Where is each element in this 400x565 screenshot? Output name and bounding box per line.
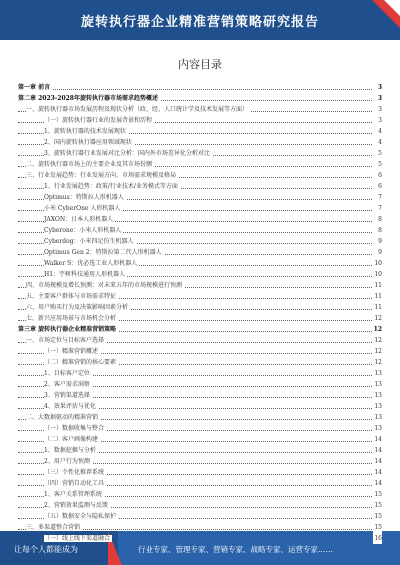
- toc-page-number: 7: [373, 203, 382, 214]
- toc-entry-text: 3、旋转执行器行业发展对比分析：国内外市场差异化分析对比: [44, 150, 210, 157]
- toc-entry-text: （一）数据收集与整合: [44, 425, 105, 432]
- toc-entry-text: 四、市场规模及增长预测：对未来五年的市场规模进行预测: [26, 282, 183, 289]
- toc-page-number: 4: [373, 137, 382, 148]
- toc-page-number: 14: [374, 480, 382, 487]
- toc-entry[interactable]: [18, 291, 382, 302]
- toc-page-number: 14: [374, 447, 382, 454]
- toc-entry[interactable]: [18, 302, 382, 313]
- toc-entry-text: 3、营销渠道选择: [44, 392, 90, 399]
- toc-page-number: 10: [374, 271, 382, 278]
- toc-entry[interactable]: [18, 445, 382, 456]
- toc-page-number: 10: [374, 260, 382, 267]
- toc-entry[interactable]: [18, 412, 382, 423]
- toc-page-number: 14: [374, 458, 382, 465]
- toc-page-number: 11: [374, 282, 382, 289]
- toc-page-number: 9: [373, 247, 382, 258]
- toc-page-number: 13: [374, 425, 382, 432]
- toc-entry[interactable]: [18, 258, 382, 269]
- toc-entry-text: H1：宇树科技通用人形机器人: [44, 271, 126, 278]
- toc-entry[interactable]: [18, 269, 382, 280]
- toc-entry[interactable]: [18, 170, 382, 181]
- toc-page-number: 12: [374, 359, 382, 366]
- toc-entry-text: （二）精准营销的核心要素: [44, 359, 117, 366]
- toc-entry[interactable]: [18, 148, 382, 159]
- toc-entry-text: （一）旋转执行器行业的发展背景和历程: [44, 117, 153, 124]
- toc-entry-text: 第三章 旋转执行器企业精准营销策略: [18, 326, 117, 333]
- toc-page-number: 8: [373, 214, 382, 225]
- toc-entry-text: Optimus Gen 2：特斯拉第二代人形机器人: [44, 249, 162, 256]
- toc-entry[interactable]: [18, 423, 382, 434]
- toc-entry[interactable]: [18, 82, 382, 93]
- toc-entry[interactable]: [18, 137, 382, 148]
- toc-page-number: 7: [373, 192, 382, 203]
- toc-entry[interactable]: [18, 401, 382, 412]
- toc-page-number: 9: [373, 236, 382, 247]
- toc-page-number: 12: [373, 326, 382, 333]
- toc-entry[interactable]: [18, 247, 382, 258]
- toc-entry[interactable]: [18, 104, 382, 115]
- toc-entry[interactable]: [18, 313, 382, 324]
- toc-entry-text: （三）个性化推荐系统: [44, 469, 105, 476]
- toc-entry-text: 三、行业发展趋势：行业发展方向、市场需求规模及格局: [26, 172, 177, 179]
- toc-entry[interactable]: [18, 456, 382, 467]
- toc-entry[interactable]: [18, 280, 382, 291]
- toc-entry[interactable]: [18, 159, 382, 170]
- toc-entry-text: （五）数据安全与隐私保护: [44, 513, 117, 520]
- toc-entry[interactable]: [18, 500, 382, 511]
- toc-entry-text: 2、营销效果监测与反馈: [44, 502, 108, 509]
- toc-entry[interactable]: [18, 390, 382, 401]
- toc-page-number: 6: [373, 181, 382, 192]
- toc-entry[interactable]: [18, 335, 382, 346]
- toc-entry[interactable]: [18, 324, 382, 335]
- toc-page-number: 4: [373, 126, 382, 137]
- toc-page-number: 3: [373, 82, 382, 93]
- toc-page-number: 12: [374, 315, 382, 322]
- toc-entry[interactable]: [18, 478, 382, 489]
- toc-entry[interactable]: [18, 214, 382, 225]
- toc-title: 内容目录: [178, 58, 222, 71]
- toc-page-number: 5: [373, 148, 382, 159]
- toc-entry[interactable]: [18, 467, 382, 478]
- toc-page-number: 11: [374, 293, 382, 300]
- toc-page-number: 3: [373, 115, 382, 126]
- toc-entry[interactable]: [18, 434, 382, 445]
- toc-leader-dots: [18, 89, 372, 90]
- toc-page-number: 14: [374, 436, 382, 443]
- toc-entry-text: Walker S：优必选工业人形机器人: [44, 260, 138, 267]
- toc-entry-text: 一、旋转执行器市场发展历程及现状分析（政、经、人口统计学及技术发展等方面）: [26, 106, 249, 113]
- toc-page-number: 3: [373, 93, 382, 104]
- toc-entry-text: 六、用户购买行为及决策影响因素分析: [26, 304, 129, 311]
- toc-entry-text: JAXON：日本人形机器人: [44, 216, 114, 223]
- page-header: [0, 0, 400, 40]
- toc-entry-text: 五、主要客户群体与市场需求特征: [26, 293, 117, 300]
- toc-page-number: 8: [373, 225, 382, 236]
- toc-entry-text: 三、多渠道整合营销: [26, 524, 81, 531]
- toc-page-number: 13: [374, 392, 382, 399]
- toc-entry-text: （一）精准营销概述: [44, 348, 99, 355]
- toc-page-number: 6: [373, 170, 382, 181]
- toc-entry[interactable]: [18, 203, 382, 214]
- toc-entry-text: Optimus：特斯拉人形机器人: [44, 194, 124, 201]
- toc-entry-text: 七、新兴应用场景与市场机会分析: [26, 315, 117, 322]
- toc-entry[interactable]: [18, 192, 382, 203]
- report-title: 旋转执行器企业精准营销策略研究报告: [80, 15, 319, 30]
- toc-entry[interactable]: [18, 511, 382, 522]
- toc-page-number: 14: [374, 469, 382, 476]
- toc-entry-text: （一）线上线下渠道融合: [44, 535, 111, 542]
- toc-entry-text: 第一章 前言: [18, 84, 51, 91]
- toc-entry[interactable]: [18, 368, 382, 379]
- toc-entry-text: 第二章 2023-2028年旋转执行器市场需求趋势概述: [18, 95, 158, 102]
- toc-entry[interactable]: [18, 126, 382, 137]
- toc-page-number: 15: [374, 502, 382, 509]
- toc-page-number: 3: [373, 104, 382, 115]
- toc-entry[interactable]: [18, 357, 382, 368]
- toc-page-number: 13: [374, 414, 382, 421]
- toc-entry-text: Cyberdog：小米四足仿生机器人: [44, 238, 134, 245]
- toc-entry-text: 2、用户行为预测: [44, 458, 90, 465]
- toc-page-number: 11: [374, 304, 382, 311]
- toc-entry-text: 1、数据挖掘与分析: [44, 447, 96, 454]
- toc-entry-text: 4、效果评估与优化: [44, 403, 96, 410]
- toc-page-number: 12: [374, 337, 382, 344]
- toc-page-number: 13: [374, 381, 382, 388]
- toc-page-number: 5: [373, 159, 382, 170]
- toc-entry[interactable]: [18, 379, 382, 390]
- toc-page-number: 13: [374, 370, 382, 377]
- footer-tagline: 行业专家、管理专家、营销专家、战略专家、运营专家……: [138, 545, 333, 554]
- toc-entry[interactable]: [18, 346, 382, 357]
- toc-entry-text: 1、行业发展趋势：政策/行业技术/业务模式等方面: [44, 183, 178, 190]
- toc-page-number: 13: [374, 403, 382, 410]
- toc-entry-text: 2、国内旋转执行器应用领域现状: [44, 139, 132, 146]
- toc-entry-text: （四）营销自动化工具: [44, 480, 105, 487]
- toc-entry-text: 1、旋转执行器的技术发展现状: [44, 128, 126, 135]
- toc-page-number: 15: [374, 524, 382, 531]
- toc-entry-text: 1、目标客户定位: [44, 370, 90, 377]
- toc-page-number: 15: [374, 491, 382, 498]
- toc-entry-text: 二、大数据驱动的精准营销: [26, 414, 99, 421]
- corner-decoration-inner: [384, 0, 400, 16]
- toc-entry[interactable]: [18, 181, 382, 192]
- toc-entry-text: 1、客户关系管理系统: [44, 491, 102, 498]
- toc-entry[interactable]: [18, 115, 382, 126]
- toc-entry-text: 小米 CyberOne 人形机器人: [44, 205, 121, 212]
- toc-page-number: 12: [374, 348, 382, 355]
- toc-entry[interactable]: [18, 489, 382, 500]
- toc-entry[interactable]: [18, 93, 382, 104]
- toc-entry-text: 2、客户需求洞察: [44, 381, 90, 388]
- toc-entry[interactable]: [18, 236, 382, 247]
- toc-entry-text: 二、旋转执行器市场上的主要企业及其市场份额: [26, 161, 153, 168]
- footer-slogan: 让每个人都能成为: [14, 545, 78, 554]
- toc-entry[interactable]: [18, 225, 382, 236]
- toc-page-number: 16: [374, 535, 382, 542]
- toc-entry-text: 一、市场定位与目标客户选择: [26, 337, 105, 344]
- table-of-contents: [18, 82, 382, 544]
- toc-page-number: 15: [374, 513, 382, 520]
- toc-entry-text: Cyberone：小米人形机器人: [44, 227, 122, 234]
- toc-entry-text: （二）客户画像构建: [44, 436, 99, 443]
